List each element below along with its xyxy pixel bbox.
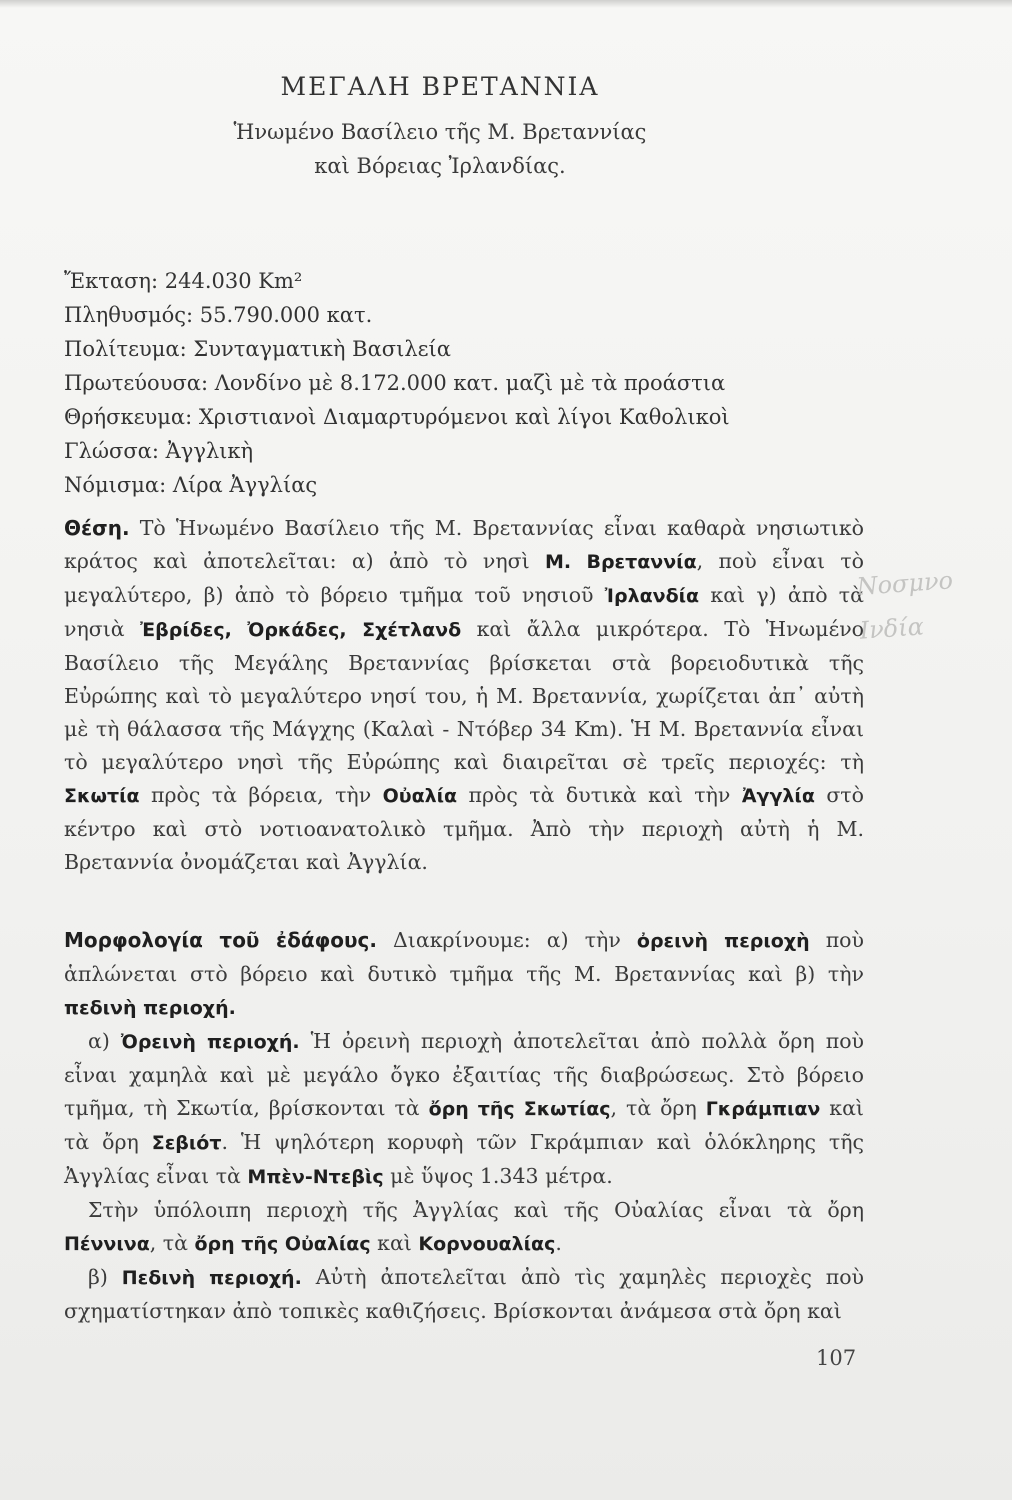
plain-region-paragraph	[64, 1261, 864, 1328]
text-run: Στὴν ὑπόλοιπη περιοχὴ τῆς Ἀγγλίας καὶ τῆς Οὐαλίας εἶναι τὰ ὄρη	[88, 1198, 864, 1222]
text-run: Τὸ Ἡνωμένο Βασίλειο τῆς Μ. Βρεταννίας εἶναι καθαρὰ νησιωτικὸ κράτος καὶ ἀποτελεῖται: α) ἀπὸ τὸ νησὶ	[64, 516, 864, 573]
morphology-section	[64, 924, 864, 1328]
text-run: στὸ κέντρο καὶ στὸ νοτιοανατολικὸ τμῆμα. Ἀπὸ τὴν περιοχὴ αὐτὴ ἡ Μ. Βρεταννία ὀνομάζεται καὶ Ἀγγλία.	[64, 783, 864, 874]
bold-term: Ἰρλανδία	[604, 585, 700, 607]
position-heading: Θέση.	[64, 516, 130, 540]
fact-capital: Πρωτεύουσα: Λονδίνο μὲ 8.172.000 κατ. μαζὶ μὲ τὰ προάστια	[64, 371, 726, 395]
fact-government: Πολίτευμα: Συνταγματικὴ Βασιλεία	[64, 337, 451, 361]
bold-term: Μπὲν-Ντεβὶς	[247, 1166, 384, 1188]
bold-term: Ἐβρίδες, Ὀρκάδες, Σχέτλανδ	[140, 619, 462, 641]
page-number: 107	[816, 1346, 857, 1370]
text-run: α)	[88, 1029, 121, 1053]
remaining-mountains-paragraph	[64, 1194, 864, 1261]
margin-note-line-2: Ινδία	[858, 612, 925, 645]
text-run: καὶ	[370, 1231, 419, 1255]
bold-term: Σκωτία	[64, 785, 140, 807]
text-run: β)	[88, 1265, 122, 1289]
page-title: ΜΕΓΑΛΗ ΒΡΕΤΑΝΝΙΑ	[280, 72, 600, 101]
bold-term: Πεδινὴ περιοχή.	[121, 1267, 302, 1289]
bold-term: Πέννινα	[64, 1233, 150, 1255]
facts-list	[64, 264, 844, 502]
fact-area: Ἔκταση: 244.030 Km²	[64, 269, 303, 293]
bold-term: Γκράμπιαν	[705, 1098, 821, 1120]
morphology-heading: Μορφολογία τοῦ ἐδάφους.	[64, 928, 377, 952]
bold-term: Κορνουαλίας	[418, 1233, 556, 1255]
bold-term: ὀρεινὴ περιοχὴ	[636, 930, 810, 952]
mountain-region-paragraph	[64, 1025, 864, 1194]
text-run: καὶ τὰ ὄρη	[64, 1096, 864, 1154]
text-run: . Ἡ ψηλότερη κορυφὴ τῶν Γκράμπιαν καὶ ὁλόκληρης τῆς Ἀγγλίας εἶναι τὰ	[64, 1130, 864, 1188]
text-run: καὶ γ) ἀπὸ τὰ νησιὰ	[64, 583, 864, 641]
text-run: καὶ ἄλλα μικρότερα. Τὸ Ἡνωμένο Βασίλειο τῆς Μεγάλης Βρεταννίας βρίσκεται στὰ βορειοδυτικὰ τῆς Εὐρώπης καὶ τὸ μεγαλύτερο νησί του, ἡ Μ. Βρεταννία, χωρίζεται ἀπ᾿ αὐτὴ μὲ τὴ θάλασσα τῆς Μάγχης (Καλαὶ - Ντόβερ 34 Km). Ἡ Μ. Βρεταννία εἶναι τὸ μεγαλύτερο νησὶ τῆς Εὐρώπης καὶ διαιρεῖται σὲ τρεῖς περιοχές: τὴ	[64, 617, 865, 774]
text-run: Ἡ ὀρεινὴ περιοχὴ ἀποτελεῖται ἀπὸ πολλὰ ὄρη ποὺ εἶναι χαμηλὰ καὶ μὲ μεγάλο ὄγκο ἐξαιτίας τῆς διαβρώσεως. Στὸ βόρειο τμῆμα, τὴ Σκωτία, βρίσκονται τὰ	[64, 1029, 865, 1120]
text-run: , ποὺ εἶναι τὸ μεγαλύτερο, β) ἀπὸ τὸ βόρειο τμῆμα τοῦ νησιοῦ	[64, 549, 865, 607]
subtitle-line-1: Ἡνωμένο Βασίλειο τῆς Μ. Βρεταννίας	[233, 120, 647, 144]
fact-population: Πληθυσμός: 55.790.000 κατ.	[64, 303, 373, 327]
subtitle-line-2: καὶ Βόρειας Ἰρλανδίας.	[314, 154, 566, 178]
bold-term: ὄρη τῆς Σκωτίας	[428, 1098, 611, 1120]
position-paragraph	[64, 512, 864, 879]
position-section	[64, 512, 864, 879]
bold-term: Ὀρεινὴ περιοχή.	[120, 1031, 300, 1053]
text-run: μὲ ὕψος 1.343 μέτρα.	[383, 1164, 613, 1188]
text-run: , τὰ	[149, 1231, 195, 1255]
text-run: πρὸς τὰ βόρεια, τὴν	[139, 783, 383, 807]
fact-religion: Θρήσκευμα: Χριστιανοὶ Διαμαρτυρόμενοι καὶ λίγοι Καθολικοὶ	[64, 405, 730, 429]
bold-term: ὄρη τῆς Οὐαλίας	[194, 1233, 371, 1255]
title-block	[0, 72, 880, 183]
margin-note-line-1: Νοσμνο	[855, 566, 954, 601]
fact-currency: Νόμισμα: Λίρα Ἀγγλίας	[64, 473, 318, 497]
bold-term: Μ. Βρεταννία	[544, 551, 697, 573]
bold-term: Ἀγγλία	[741, 785, 815, 807]
text-run: πρὸς τὰ δυτικὰ καὶ τὴν	[457, 783, 742, 807]
morphology-intro-paragraph	[64, 924, 864, 1025]
fact-language: Γλώσσα: Ἀγγλικὴ	[64, 439, 254, 463]
subtitle	[0, 115, 880, 183]
text-run: Αὐτὴ ἀποτελεῖται ἀπὸ τὶς χαμηλὲς περιοχὲς ποὺ σχηματίστηκαν ἀπὸ τοπικὲς καθιζήσεις. Βρίσκονται ἀνάμεσα στὰ ὄρη καὶ	[64, 1265, 864, 1323]
text-run: Διακρίνουμε: α) τὴν	[376, 928, 637, 952]
bold-term: πεδινὴ περιοχή.	[64, 997, 236, 1019]
bold-term: Σεβιότ	[151, 1132, 222, 1154]
text-run: .	[555, 1231, 562, 1255]
text-run: ποὺ ἁπλώνεται στὸ βόρειο καὶ δυτικὸ τμῆμα τῆς Μ. Βρεταννίας καὶ β) τὴν	[64, 928, 864, 986]
bold-term: Οὐαλία	[382, 785, 458, 807]
handwritten-margin-note	[855, 555, 1001, 653]
text-run: , τὰ ὄρη	[610, 1096, 706, 1120]
